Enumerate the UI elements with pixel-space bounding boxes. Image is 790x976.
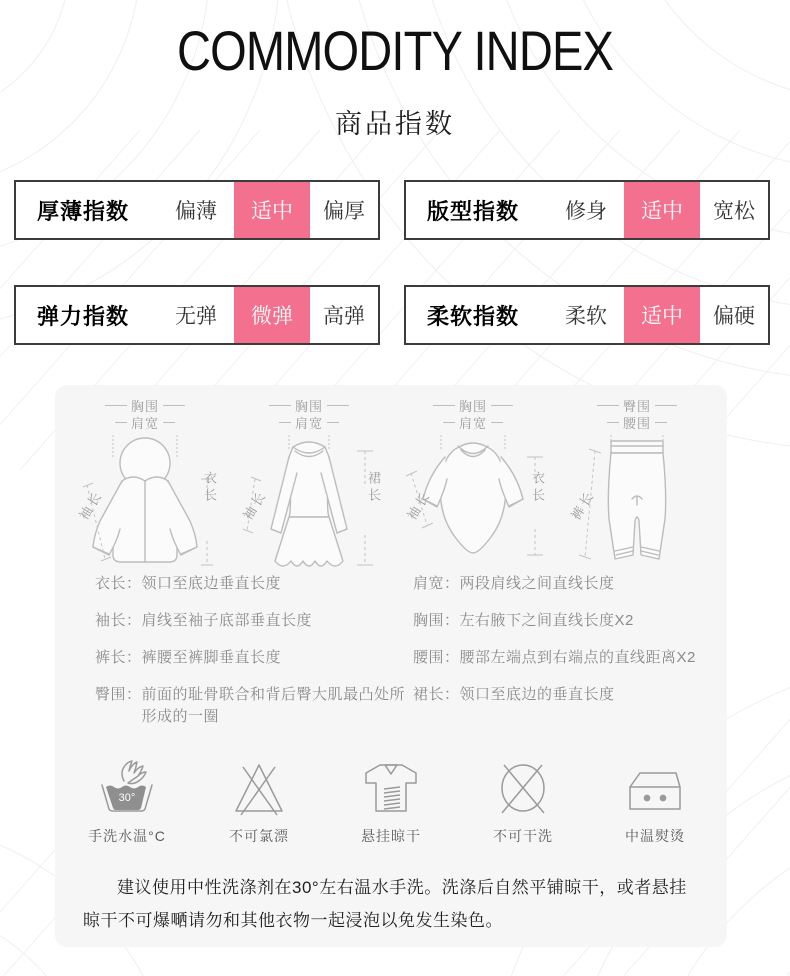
care-label: 中温熨烫: [625, 828, 685, 844]
care-note: 建议使用中性洗涤剂在30°左右温水手洗。洗涤后自然平铺晾干，或者悬挂晾干不可爆嗮请勿和其他衣物一起浸泡以免发生染色。: [83, 878, 687, 930]
care-label: 不可氯漂: [229, 828, 289, 844]
care-item-medium-iron: [593, 757, 717, 846]
elasticity-index-box: [14, 285, 380, 345]
measure-label: 胸围: [130, 399, 159, 414]
sleeve-length-label: 袖长: [240, 487, 270, 523]
definition-term: 肩宽：: [413, 575, 460, 592]
index-option: 偏薄: [175, 200, 217, 223]
garment-length-label: 衣长: [202, 471, 217, 505]
garment-length-label: 衣长: [530, 471, 545, 505]
definition-row: [95, 684, 407, 728]
definition-row: [413, 684, 725, 706]
medium-iron-icon: [622, 757, 688, 819]
sleeve-length-label: 袖长: [404, 487, 434, 523]
definition-row: [95, 647, 407, 669]
care-item-hand-wash: [65, 757, 189, 846]
size-guide-panel: [55, 385, 727, 947]
index-label: 厚薄指数: [37, 198, 130, 224]
measure-label: 腰围: [622, 416, 651, 431]
measure-label: 肩宽: [458, 416, 487, 431]
page-title: COMMODITY INDEX: [176, 19, 614, 82]
pants-diagram: [559, 397, 715, 573]
no-dry-clean-icon: [490, 757, 556, 819]
definition-desc: 领口至底边垂直长度: [141, 575, 282, 592]
index-option-selected: 微弹: [234, 287, 310, 343]
softness-index-box: [404, 285, 770, 345]
index-option-selected: 适中: [234, 182, 310, 238]
measure-label: 胸围: [458, 399, 487, 414]
definitions-right-column: [413, 573, 725, 721]
care-label: 不可干洗: [493, 828, 553, 844]
index-option: 偏厚: [323, 200, 365, 223]
jacket-diagram: [67, 397, 223, 573]
definition-row: [95, 610, 407, 632]
definition-desc: 前面的耻骨联合和背后臀大肌最凸处所形成的一圈: [141, 686, 406, 725]
care-instructions-row: [55, 757, 727, 846]
definition-term: 裙长：: [413, 686, 460, 703]
definitions-left-column: [95, 573, 407, 743]
definition-desc: 腰部左端点到右端点的直线距离X2: [459, 649, 696, 666]
romper-diagram: [395, 397, 551, 573]
thickness-index-box: [14, 180, 380, 240]
definition-term: 衣长：: [95, 575, 142, 592]
fit-index-box: [404, 180, 770, 240]
index-label: 版型指数: [427, 198, 520, 224]
index-option: 柔软: [565, 305, 607, 328]
measurement-diagrams: [55, 397, 727, 575]
measure-label: 臀围: [622, 399, 651, 414]
care-item-no-dry-clean: [461, 757, 585, 846]
definition-desc: 领口至底边的垂直长度: [459, 686, 615, 703]
index-option: 偏硬: [713, 305, 755, 328]
measure-label: 肩宽: [294, 416, 323, 431]
care-label: 悬挂晾干: [361, 828, 421, 844]
definition-desc: 肩线至袖子底部垂直长度: [141, 612, 313, 629]
definition-term: 腰围：: [413, 649, 460, 666]
index-option: 宽松: [713, 200, 755, 223]
index-label: 弹力指数: [37, 303, 130, 329]
no-bleach-icon: [226, 757, 292, 819]
measure-label: 肩宽: [130, 416, 159, 431]
skirt-length-label: 裙长: [366, 471, 381, 505]
care-item-no-bleach: [197, 757, 321, 846]
definition-term: 胸围：: [413, 612, 460, 629]
definition-desc: 左右腋下之间直线长度X2: [459, 612, 634, 629]
dress-diagram: [231, 397, 387, 573]
definition-row: [413, 573, 725, 595]
definition-row: [413, 647, 725, 669]
definition-desc: 裤腰至裤脚垂直长度: [141, 649, 282, 666]
pants-length-label: 裤长: [568, 487, 598, 523]
definition-desc: 两段肩线之间直线长度: [459, 575, 615, 592]
index-option-selected: 适中: [624, 287, 700, 343]
index-option: 修身: [565, 200, 607, 223]
measure-label: 胸围: [294, 399, 323, 414]
index-option: 无弹: [175, 305, 217, 328]
definition-row: [95, 573, 407, 595]
sleeve-length-label: 袖长: [76, 487, 106, 523]
definition-term: 裤长：: [95, 649, 142, 666]
definition-row: [413, 610, 725, 632]
page-subtitle: 商品指数: [335, 109, 455, 139]
index-option: 高弹: [323, 305, 365, 328]
wash-temp-value: 30°: [118, 792, 136, 804]
definition-term: 袖长：: [95, 612, 142, 629]
hang-dry-icon: [358, 757, 424, 819]
care-label: 手洗水温°C: [88, 828, 166, 844]
index-label: 柔软指数: [427, 303, 520, 329]
index-option-selected: 适中: [624, 182, 700, 238]
care-item-hang-dry: [329, 757, 453, 846]
hand-wash-icon: [94, 757, 160, 819]
definition-term: 臀围：: [95, 686, 142, 703]
